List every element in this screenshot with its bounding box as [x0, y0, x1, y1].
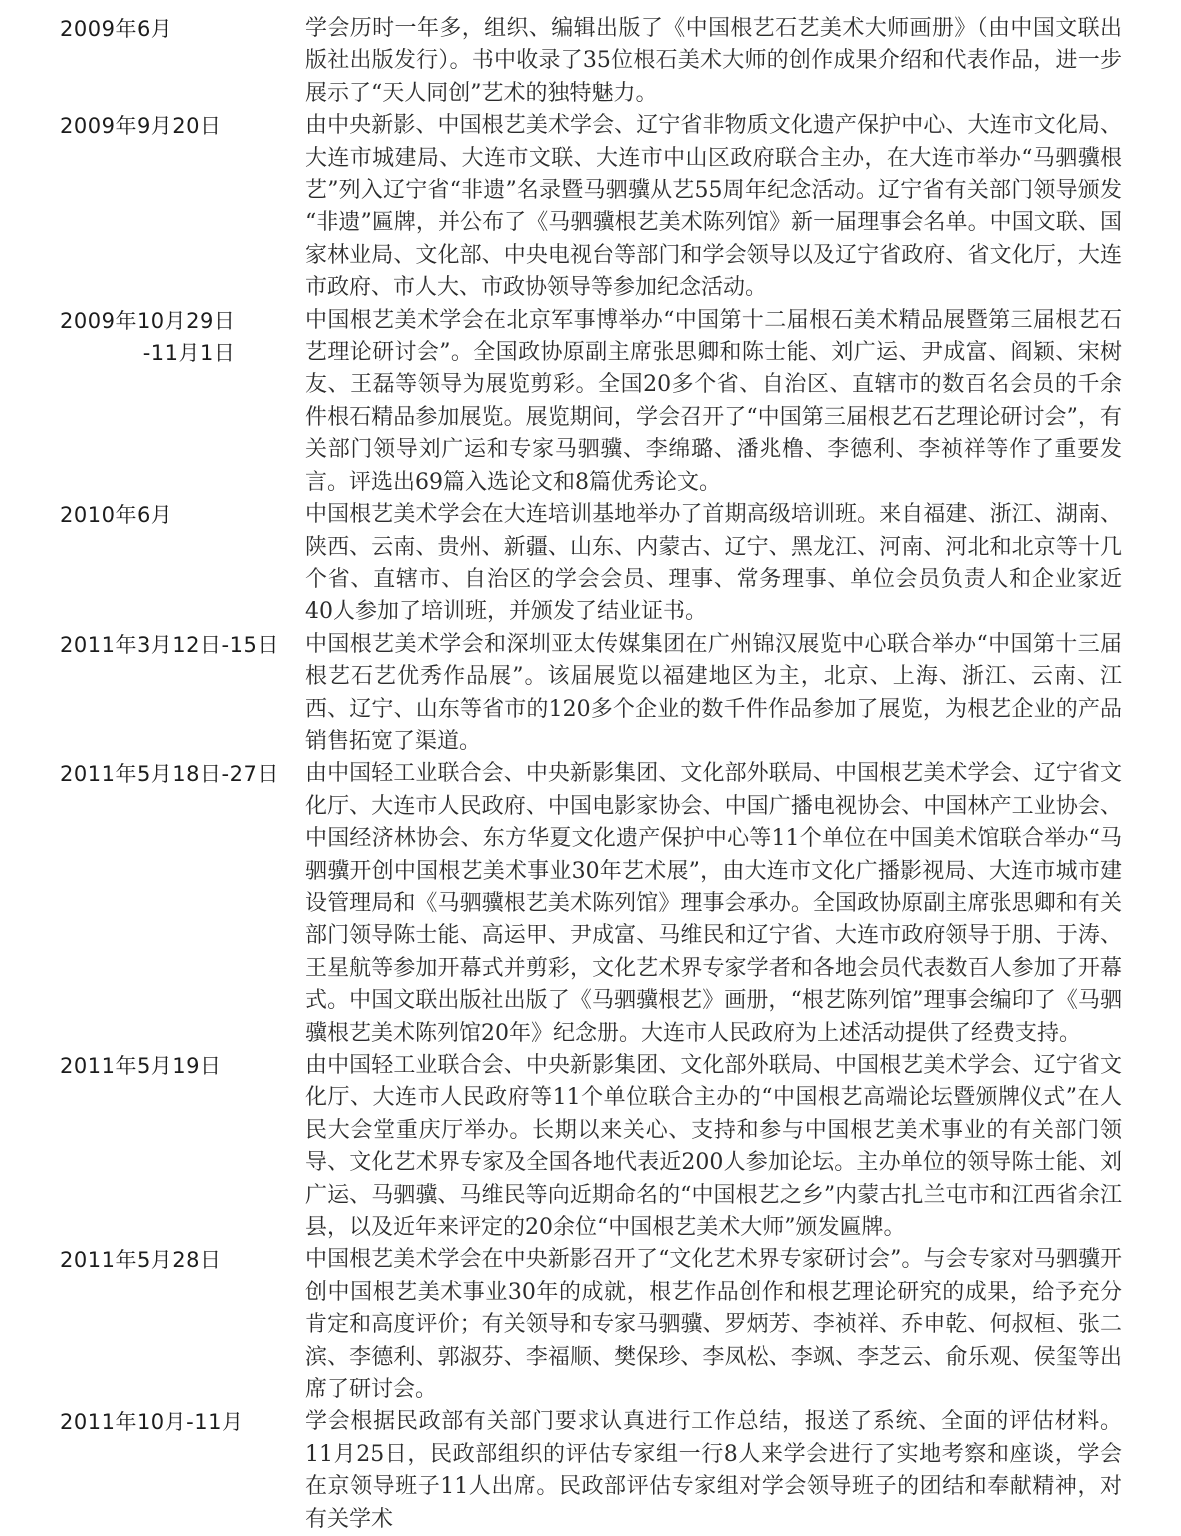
entry-date-cell	[60, 305, 305, 370]
entry-text: 中国根艺美术学会在中央新影召开了“文化艺术界专家研讨会”。与会专家对马驷骥开创中国根艺美术事业30年的成就，根艺作品创作和根艺理论研究的成果，给予充分肯定和高度评价；有关领导和专家马驷骥、罗炳芳、李祯祥、乔申乾、何叔桓、张二滨、李德利、郭淑芬、李福顺、樊保珍、李凤松、李飒、李芝云、俞乐观、侯玺等出席了研讨会。	[305, 1247, 1122, 1403]
entry-date-block	[60, 758, 279, 790]
entry-date-cell	[60, 1050, 305, 1082]
timeline-entry	[60, 1244, 1122, 1406]
entry-date-block	[60, 1406, 243, 1438]
entry-date-block	[60, 305, 235, 370]
entry-date: 2011年10月-11月	[60, 1410, 244, 1435]
entry-text: 中国根艺美术学会在北京军事博举办“中国第十二届根石美术精品展暨第三届根艺石艺理论研讨会”。全国政协原副主席张思卿和陈士能、刘广运、尹成富、阎颖、宋树友、王磊等领导为展览剪彩。全国20多个省、自治区、直辖市的数百名会员的千余件根石精品参加展览。展览期间，学会召开了“中国第三届根艺石艺理论研讨会”，有关部门领导刘广运和专家马驷骥、李绵璐、潘兆橹、李德利、李祯祥等作了重要发言。评选出69篇入选论文和8篇优秀论文。	[305, 307, 1122, 495]
entry-date-block	[60, 13, 172, 45]
entry-date-cell	[60, 629, 305, 661]
entry-text: 由中国轻工业联合会、中央新影集团、文化部外联局、中国根艺美术学会、辽宁省文化厅、大连市人民政府、中国电影家协会、中国广播电视协会、中国林产工业协会、中国经济林协会、东方华夏文化遗产保护中心等11个单位在中国美术馆联合举办“马驷骥开创中国根艺美术事业30年艺术展”，由大连市文化广播影视局、大连市城市建设管理局和《马驷骥根艺美术陈列馆》理事会承办。全国政协原副主席张思卿和有关部门领导陈士能、高运甲、尹成富、马维民和辽宁省、大连市政府领导于朋、于涛、王星航等参加开幕式并剪彩，文化艺术界专家学者和各地会员代表数百人参加了开幕式。中国文联出版社出版了《马驷骥根艺》画册，“根艺陈列馆”理事会编印了《马驷骥根艺美术陈列馆20年》纪念册。大连市人民政府为上述活动提供了经费支持。	[305, 761, 1122, 1046]
entry-date: 2011年3月12日-15日	[60, 632, 279, 657]
entry-date-block	[60, 1244, 222, 1276]
entry-date: 2011年5月28日	[60, 1248, 222, 1273]
timeline-entry	[60, 110, 1122, 304]
timeline-entry	[60, 1406, 1122, 1536]
entry-date-cell	[60, 1244, 305, 1276]
timeline-entry	[60, 758, 1122, 1050]
timeline-entry	[60, 305, 1122, 499]
entry-date-block	[60, 499, 172, 531]
entry-text: 中国根艺美术学会在大连培训基地举办了首期高级培训班。来自福建、浙江、湖南、陕西、云南、贵州、新疆、山东、内蒙古、辽宁、黑龙江、河南、河北和北京等十几个省、直辖市、自治区的学会会员、理事、常务理事、单位会员负责人和企业家近40人参加了培训班，并颁发了结业证书。	[305, 502, 1122, 625]
entry-text: 由中央新影、中国根艺美术学会、辽宁省非物质文化遗产保护中心、大连市文化局、大连市城建局、大连市文联、大连市中山区政府联合主办，在大连市举办“马驷骥根艺”列入辽宁省“非遗”名录暨马驷骥从艺55周年纪念活动。辽宁省有关部门领导颁发“非遗”匾牌，并公布了《马驷骥根艺美术陈列馆》新一届理事会名单。中国文联、国家林业局、文化部、中央电视台等部门和学会领导以及辽宁省政府、省文化厅，大连市政府、市人大、市政协领导等参加纪念活动。	[305, 113, 1122, 301]
entry-date: 2009年6月	[60, 17, 173, 41]
entry-date-cell	[60, 110, 305, 142]
entry-date-cell	[60, 1406, 305, 1438]
entry-date-line2: -11月1日	[142, 341, 236, 366]
entry-text: 中国根艺美术学会和深圳亚太传媒集团在广州锦汉展览中心联合举办“中国第十三届根艺石艺优秀作品展”。该届展览以福建地区为主，北京、上海、浙江、云南、江西、辽宁、山东等省市的120多个企业的数千件作品参加了展览，为根艺企业的产品销售拓宽了渠道。	[305, 631, 1122, 754]
timeline-entry	[60, 13, 1122, 110]
entry-text: 学会历时一年多，组织、编辑出版了《中国根艺石艺美术大师画册》（由中国文联出版社出版发行）。书中收录了35位根石美术大师的创作成果介绍和代表作品，进一步展示了“天人同创”艺术的独特魅力。	[305, 16, 1122, 106]
entry-date-block	[60, 110, 222, 142]
entry-text: 学会根据民政部有关部门要求认真进行工作总结，报送了系统、全面的评估材料。11月25日，民政部组织的评估专家组一行8人来学会进行了实地考察和座谈，学会在京领导班子11人出席。民政部评估专家组对学会领导班子的团结和奉献精神，对有关学术	[305, 1409, 1122, 1532]
entry-date-cell	[60, 13, 305, 45]
entry-text: 由中国轻工业联合会、中央新影集团、文化部外联局、中国根艺美术学会、辽宁省文化厅、大连市人民政府等11个单位联合主办的“中国根艺高端论坛暨颁牌仪式”在人民大会堂重庆厅举办。长期以来关心、支持和参与中国根艺美术事业的有关部门领导、文化艺术界专家及全国各地代表近200人参加论坛。主办单位的领导陈士能、刘广运、马驷骥、马维民等向近期命名的“中国根艺之乡”内蒙古扎兰屯市和江西省余江县，以及近年来评定的20余位“中国根艺美术大师”颁发匾牌。	[305, 1053, 1122, 1241]
timeline	[60, 13, 1122, 1536]
timeline-entry	[60, 1050, 1122, 1244]
timeline-entry	[60, 629, 1122, 759]
entry-date-cell	[60, 499, 305, 531]
entry-date-block	[60, 629, 279, 661]
entry-date: 2011年5月18日-27日	[60, 762, 279, 787]
entry-date: 2010年6月	[60, 503, 173, 528]
entry-date-block	[60, 1050, 222, 1082]
entry-date: 2009年10月29日	[60, 308, 236, 333]
entry-date: 2009年9月20日	[60, 114, 222, 139]
entry-date-cell	[60, 758, 305, 790]
timeline-entry	[60, 499, 1122, 629]
entry-date: 2011年5月19日	[60, 1054, 222, 1078]
